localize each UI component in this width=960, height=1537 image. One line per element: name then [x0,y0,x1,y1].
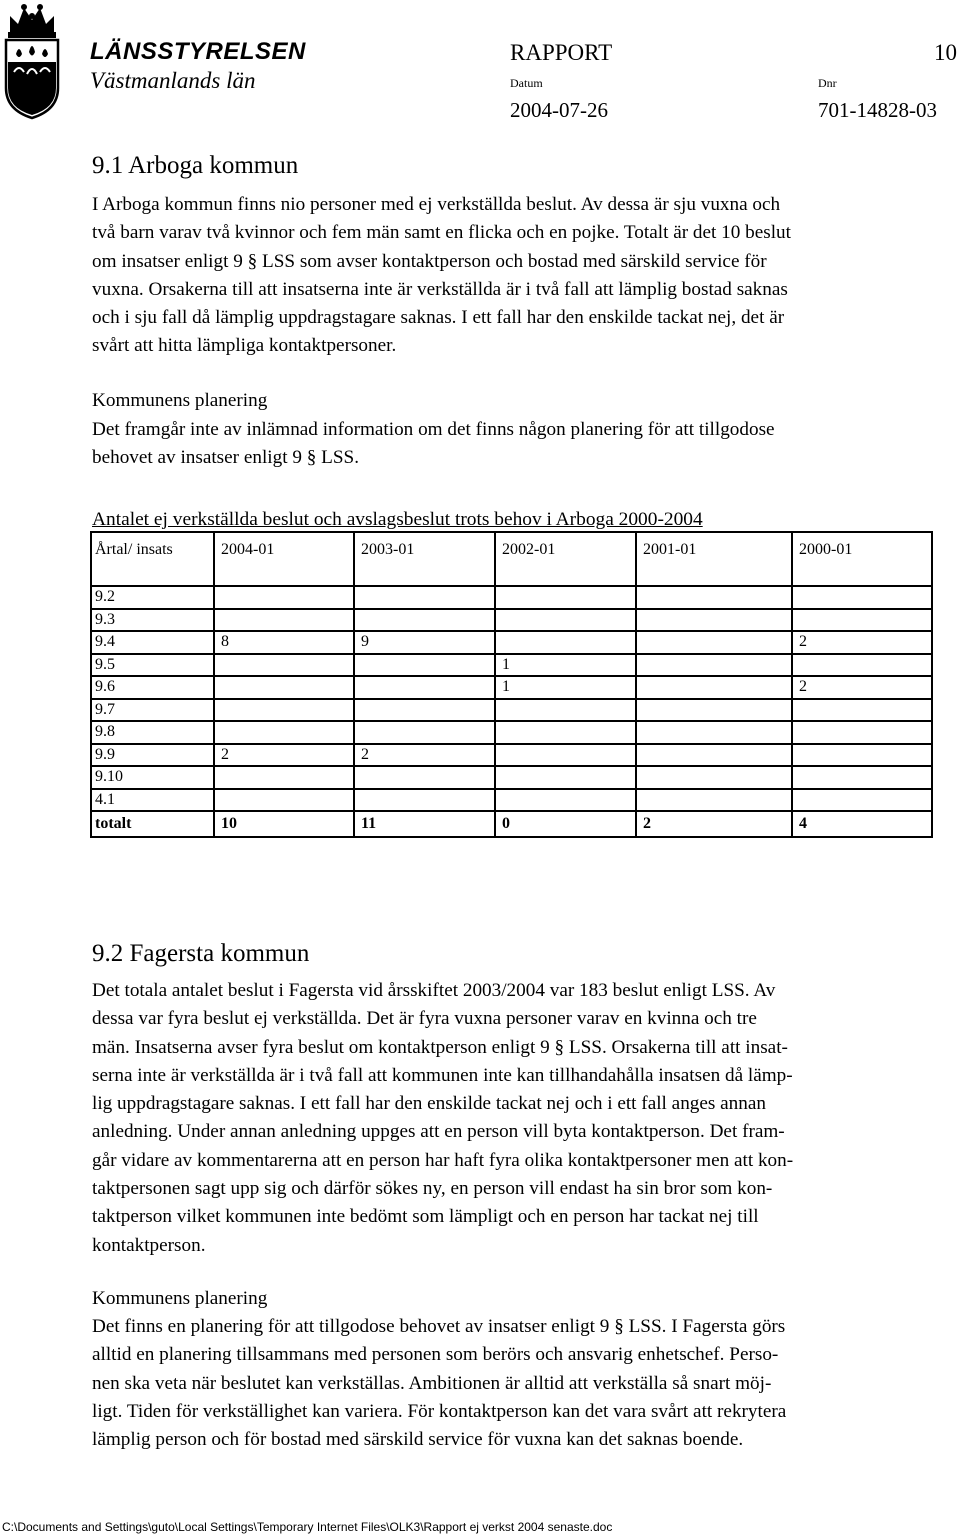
text-line: taktpersonen sagt upp sig och därför sökes ny, en person vill endast ha sin bror som kon- [92,1178,773,1200]
section-body-fagersta [92,977,958,1260]
text-line: taktperson vilket kommunen inte bedömt som lämpligt och en person har tackat nej till [92,1206,759,1228]
table-cell [636,766,792,789]
text-line: anledning. Under annan anledning uppges att en person vill byta kontaktperson. Det fram- [92,1121,785,1143]
text-line: nen ska veta när beslutet kan verkställas. Ambitionen är alltid att verkställa så snart möj- [92,1372,772,1394]
table-cell [495,721,636,744]
table-header-cell: 2001-01 [636,532,792,586]
table-total-cell: 11 [354,811,495,837]
table-header-row [91,532,932,586]
table-cell: 9.8 [91,721,214,744]
table-row [91,744,932,767]
table-cell [354,789,495,812]
table-cell [354,766,495,789]
coat-of-arms-logo [2,2,62,120]
text-line: om insatser enligt 9 § LSS som avser kontaktperson och bostad med särskild service för [92,250,767,272]
planning-body-arboga [92,416,958,473]
table-cell [214,609,354,632]
table-cell: 2 [792,676,932,699]
text-line: alltid en planering tillsammans med personen som berörs och ansvarig enhetschef. Perso- [92,1344,779,1366]
page-number: 10 [934,40,957,65]
table-cell [354,586,495,609]
table-cell [495,699,636,722]
table-cell: 1 [495,676,636,699]
table-cell [636,789,792,812]
document-path-footer: C:\Documents and Settings\guto\Local Settings\Temporary Internet Files\OLK3\Rapport ej verkst 2004 senaste.doc [2,1520,613,1534]
date-label: Datum [510,76,543,90]
dnr-label: Dnr [818,76,837,90]
table-cell: 2 [354,744,495,767]
table-cell: 1 [495,654,636,677]
table-cell [792,654,932,677]
text-line: lig uppdragstagare saknas. I ett fall har den enskilde tackat nej och i ett fall anges annan [92,1093,766,1115]
table-total-row [91,811,932,837]
table-cell [495,766,636,789]
table-row [91,721,932,744]
table-cell [792,789,932,812]
table-cell [354,654,495,677]
text-line: behovet av insatser enligt 9 § LSS. [92,447,359,469]
table-cell [636,631,792,654]
table-cell [495,609,636,632]
table-total-cell: 2 [636,811,792,837]
text-line: svårt att hitta lämpliga kontaktpersoner. [92,335,397,357]
text-line: två barn varav två kvinnor och fem män samt en flicka och en pojke. Totalt är det 10 beslut [92,222,791,244]
table-cell [636,676,792,699]
text-line: vuxna. Orsakerna till att insatserna inte är verkställda är i två fall att lämplig bostad saknas [92,278,788,300]
table-row [91,631,932,654]
table-cell [792,699,932,722]
table-cell: 9 [354,631,495,654]
table-cell: 2 [792,631,932,654]
table-cell: 2 [214,744,354,767]
table-cell [354,699,495,722]
table-cell [495,631,636,654]
table-total-cell: 0 [495,811,636,837]
table-cell [354,721,495,744]
report-type: RAPPORT [510,40,613,65]
table-header-cell: 2004-01 [214,532,354,586]
table-row [91,609,932,632]
table-cell [214,721,354,744]
table-cell: 9.10 [91,766,214,789]
table-cell [214,586,354,609]
text-line: Det totala antalet beslut i Fagersta vid årsskiftet 2003/2004 var 183 beslut enligt LSS. Av [92,980,776,1001]
table-cell [636,609,792,632]
table-total-cell: 10 [214,811,354,837]
text-line: dessa var fyra beslut ej verkställda. Det är fyra vuxna personer varav en kvinna och tre [92,1008,757,1030]
table-cell: 9.2 [91,586,214,609]
table-row [91,789,932,812]
table-cell [495,744,636,767]
table-cell [792,766,932,789]
table-header-cell: Årtal/ insats [91,532,214,586]
table-cell: 4.1 [91,789,214,812]
section-heading-fagersta: 9.2 Fagersta kommun [92,940,310,967]
table-cell [636,699,792,722]
table-title: Antalet ej verkställda beslut och avslagsbeslut trots behov i Arboga 2000-2004 [92,509,703,530]
text-line: kontaktperson. [92,1234,206,1256]
table-cell [214,766,354,789]
table-cell: 9.7 [91,699,214,722]
table-cell [792,609,932,632]
text-line: Det finns en planering för att tillgodose behovet av insatser enligt 9 § LSS. I Fagersta görs [92,1316,786,1337]
table-row [91,676,932,699]
table-total-cell: totalt [91,811,214,837]
table-cell [636,586,792,609]
table-row [91,654,932,677]
table-total-cell: 4 [792,811,932,837]
table-cell [792,744,932,767]
table-row [91,699,932,722]
org-subtitle: Västmanlands län [90,68,256,93]
planning-heading-arboga: Kommunens planering [92,390,268,411]
table-cell [636,654,792,677]
table-cell [495,586,636,609]
table-row [91,766,932,789]
decisions-table [90,531,933,838]
table-row [91,586,932,609]
text-line: och i sju fall då lämplig uppdragstagare saknas. I ett fall har den enskilde tackat nej, det är [92,307,785,329]
table-cell: 9.9 [91,744,214,767]
table-cell [354,609,495,632]
text-line: lämplig person och för bostad med särskild service för vuxna kan det saknas boende. [92,1429,744,1451]
table-cell [636,721,792,744]
table-cell [214,654,354,677]
table-cell: 9.5 [91,654,214,677]
date-value: 2004-07-26 [510,98,608,122]
table-cell [792,586,932,609]
section-heading-arboga: 9.1 Arboga kommun [92,152,299,179]
planning-body-fagersta [92,1313,958,1454]
text-line: män. Insatserna avser fyra beslut om kontaktperson enligt 9 § LSS. Orsakerna till att insat- [92,1036,788,1058]
table-cell: 9.6 [91,676,214,699]
table-cell [636,744,792,767]
table-cell [792,721,932,744]
text-line: ligt. Tiden för verkställighet kan variera. För kontaktperson kan det vara svårt att rekrytera [92,1400,787,1422]
table-header-cell: 2003-01 [354,532,495,586]
table-cell [214,699,354,722]
text-line: Det framgår inte av inlämnad information om det finns någon planering för att tillgodose [92,419,775,440]
text-line: går vidare av kommentarerna att en person har haft fyra olika kontaktpersoner men att kon- [92,1149,794,1171]
table-cell: 9.3 [91,609,214,632]
text-line: I Arboga kommun finns nio personer med ej verkställda beslut. Av dessa är sju vuxna och [92,194,781,215]
table-cell [214,789,354,812]
dnr-value: 701-14828-03 [818,98,937,122]
org-name: LÄNSSTYRELSEN [90,38,306,65]
table-cell [214,676,354,699]
table-cell [354,676,495,699]
table-cell: 8 [214,631,354,654]
table-cell [495,789,636,812]
table-cell: 9.4 [91,631,214,654]
text-line: serna inte är verkställda är i två fall att kommunen inte kan tillhandahålla insatsen då lämp- [92,1064,793,1086]
table-header-cell: 2002-01 [495,532,636,586]
table-header-cell: 2000-01 [792,532,932,586]
planning-heading-fagersta: Kommunens planering [92,1288,268,1309]
section-body-arboga [92,191,958,361]
